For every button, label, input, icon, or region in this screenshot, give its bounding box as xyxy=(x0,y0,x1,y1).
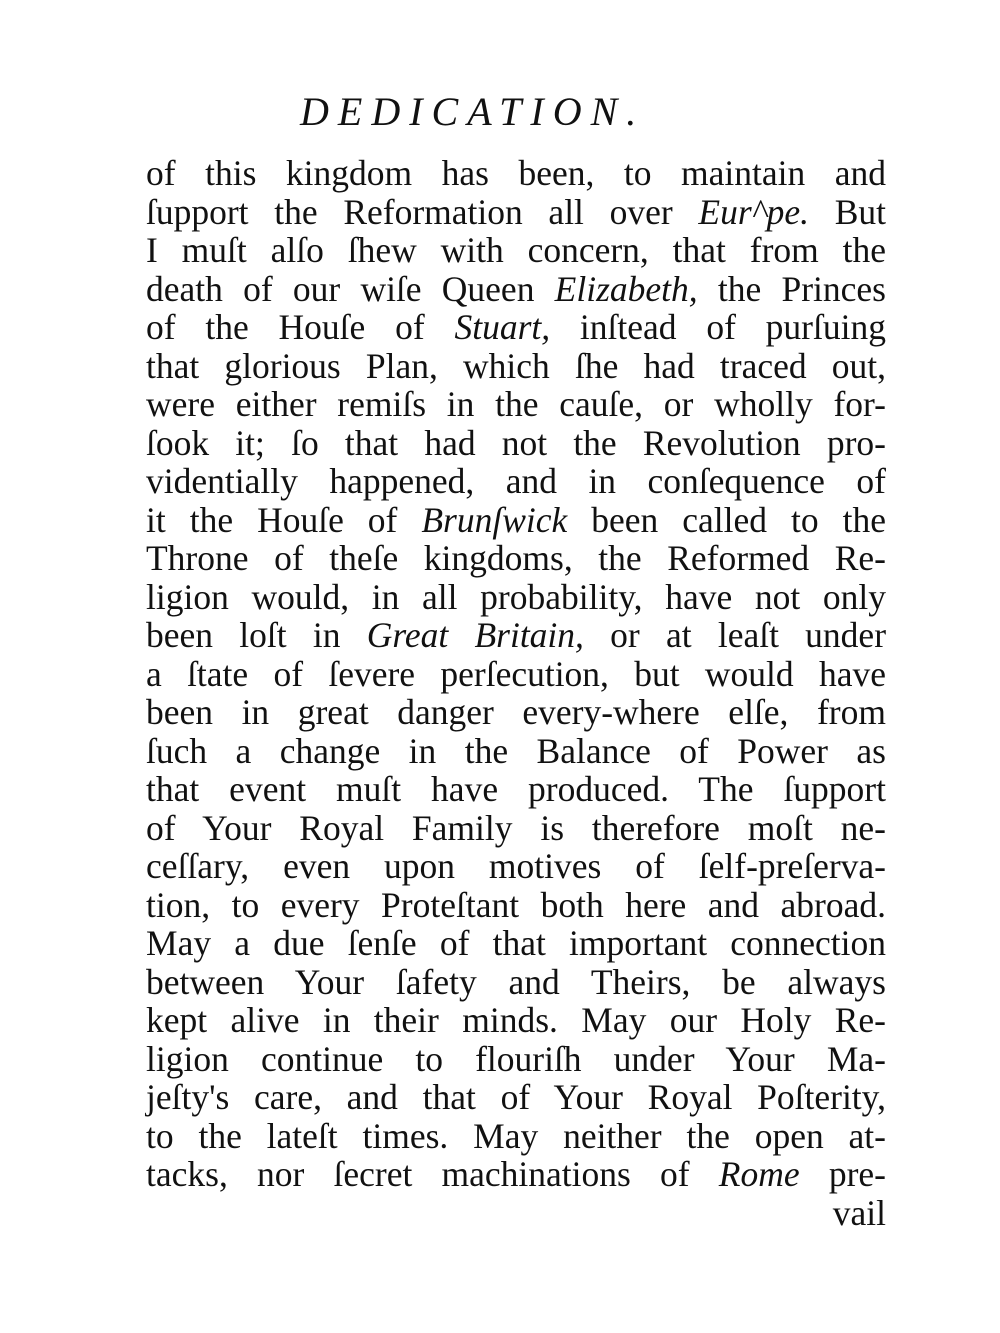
text-line: Throne of theſe kingdoms, the Reformed Re- xyxy=(146,538,886,578)
italic-name: Elizabeth, xyxy=(554,268,698,309)
running-head: DEDICATION. xyxy=(300,89,646,134)
catchword: vail xyxy=(832,1192,886,1233)
text-line: that event muſt have produced. The ſupport xyxy=(146,769,886,809)
text-line: that glorious Plan, which ſhe had traced out, xyxy=(146,345,886,386)
italic-name: Brunſwick xyxy=(421,499,568,540)
text-line: kept alive in their minds. May our Holy Re- xyxy=(146,1000,886,1040)
text-line: ceſſary, even upon motives of ſelf-preſerva- xyxy=(146,846,886,886)
text-line: to the lateſt times. May neither the open at- xyxy=(146,1115,886,1156)
text-line: I muſt alſo ſhew with concern, that from the xyxy=(146,230,886,270)
text-line: ſook it; ſo that had not the Revolution pro- xyxy=(146,422,886,463)
text-line: ligion would, in all probability, have not only xyxy=(146,576,886,617)
text-line: a ſtate of ſevere perſecution, but would have xyxy=(146,653,886,694)
text-line: ſupport the Reformation all over Eur^pe. But xyxy=(146,191,887,232)
text-line: ligion continue to flouriſh under Your Ma- xyxy=(146,1038,886,1079)
text-line: between Your ſafety and Theirs, be always xyxy=(146,961,886,1002)
text-line: it the Houſe of Brunſwick been called to the xyxy=(146,499,886,540)
italic-name: Eur^pe. xyxy=(698,191,810,232)
text-line: jeſty's care, and that of Your Royal Poſterity, xyxy=(146,1077,886,1117)
text-line: of the Houſe of Stuart, inſtead of purſuing xyxy=(146,307,886,347)
text-line: tacks, nor ſecret machinations of Rome pre- xyxy=(146,1154,886,1194)
text-line: been loſt in Great Britain, or at leaſt under xyxy=(146,615,887,655)
text-line: videntially happened, and in conſequence of xyxy=(146,461,886,501)
italic-name: Great Britain, xyxy=(366,615,584,655)
text-line: ſuch a change in the Balance of Power as xyxy=(146,730,886,771)
body-text xyxy=(146,154,886,1232)
text-line: been in great danger every-where elſe, from xyxy=(146,692,886,732)
italic-name: Stuart, xyxy=(454,307,551,347)
text-line: tion, to every Proteſtant both here and abroad. xyxy=(146,884,886,925)
text-line: were either remiſs in the cauſe, or wholly for- xyxy=(146,384,886,424)
text-line: of Your Royal Family is therefore moſt ne- xyxy=(146,807,886,848)
italic-name: Rome xyxy=(718,1154,800,1194)
text-line: death of our wiſe Queen Elizabeth, the Princes xyxy=(146,268,886,309)
text-line: May a due ſenſe of that important connection xyxy=(146,923,886,963)
text-line: of this kingdom has been, to maintain and xyxy=(146,153,886,193)
